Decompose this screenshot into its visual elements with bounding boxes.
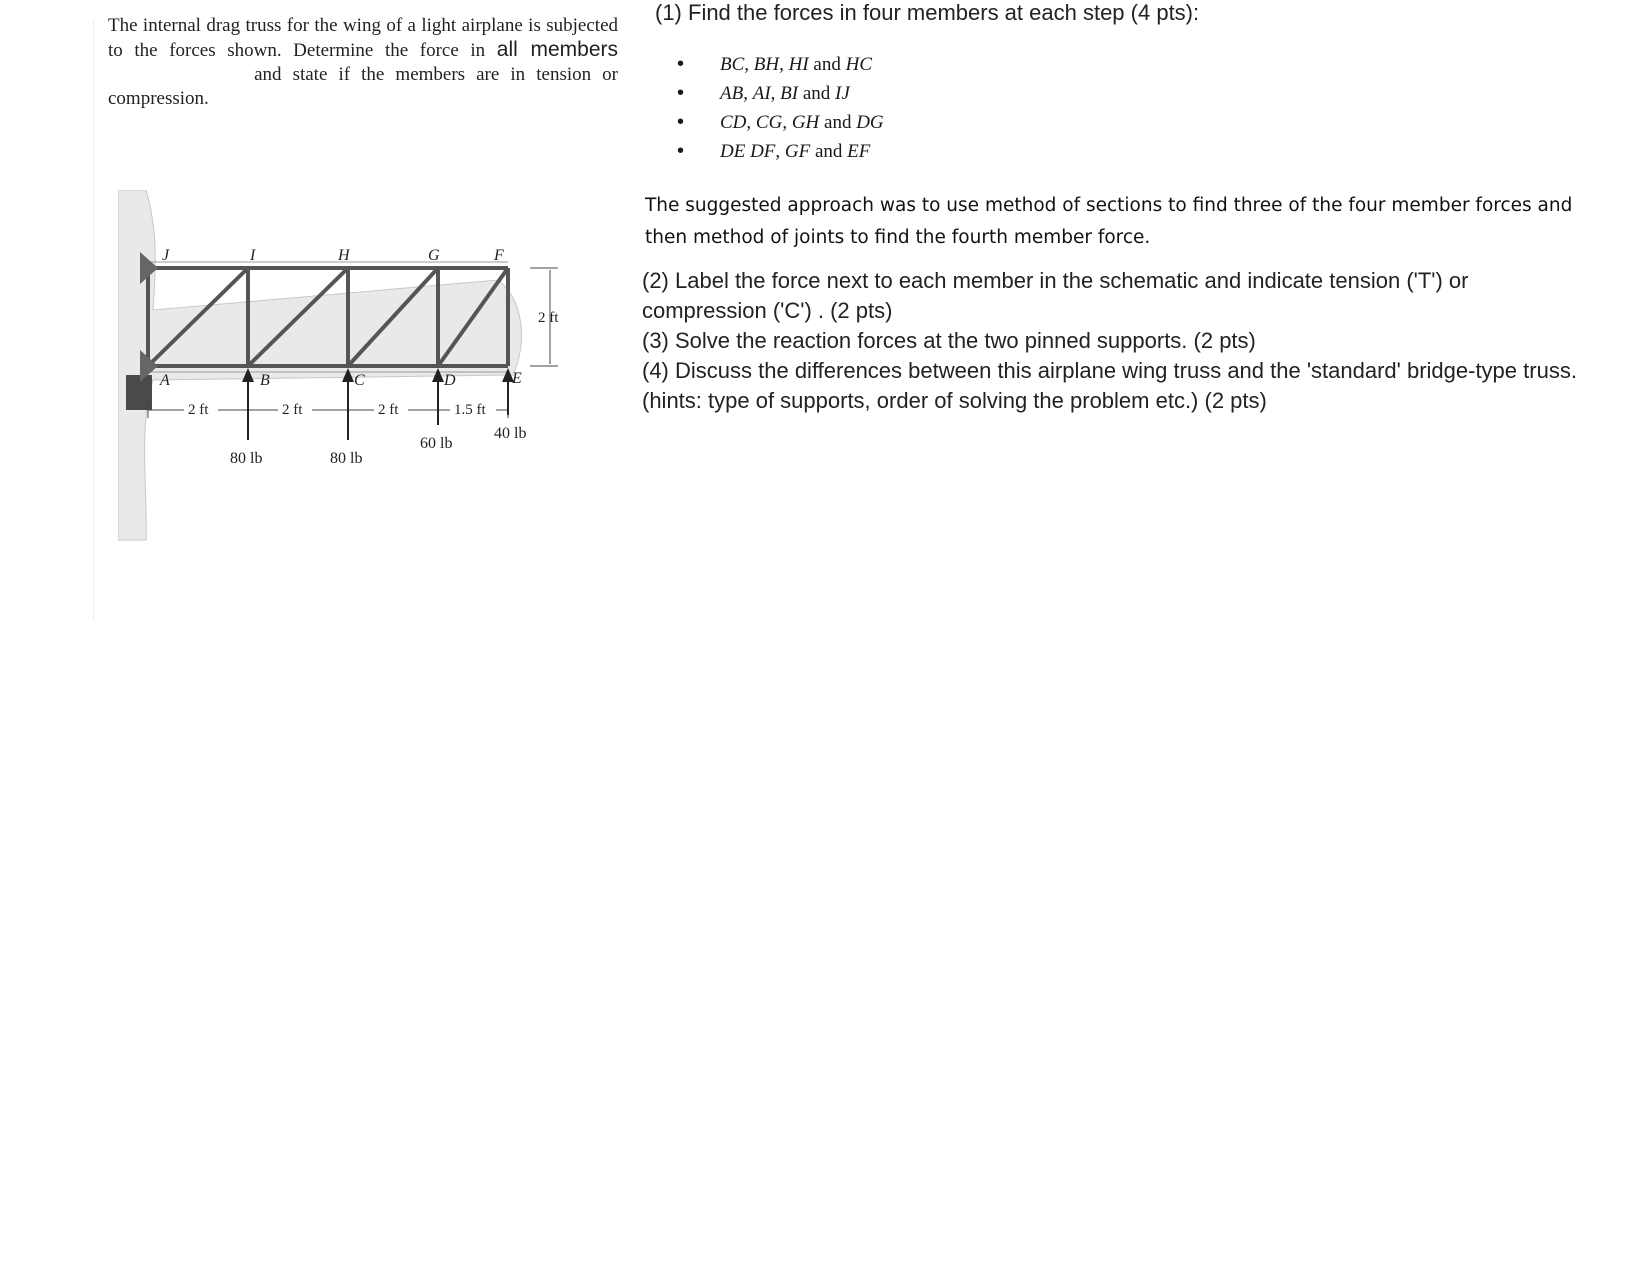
- question-3: (3) Solve the reaction forces at the two pinned supports. (2 pts): [642, 328, 1256, 353]
- load-label-d: 60 lb: [420, 435, 453, 452]
- member-group-2: • AB, AI, BI and IJ: [675, 79, 884, 108]
- node-label-j: J: [162, 247, 170, 264]
- task-list: [642, 266, 1582, 416]
- load-label-e: 40 lb: [494, 425, 527, 442]
- suggested-approach: The suggested approach was to use method of sections to find three of the four member forces and then method of joints to find the fourth member force.: [645, 195, 1573, 248]
- node-label-f: F: [494, 247, 504, 264]
- truss-figure: [118, 190, 578, 560]
- member-group-3: • CD, CG, GH and DG: [675, 108, 884, 137]
- height-dimension-label: 2 ft: [538, 310, 559, 326]
- member-group-1: • BC, BH, HI and HC: [675, 50, 884, 79]
- load-label-b: 80 lb: [230, 450, 263, 467]
- node-label-d: D: [444, 372, 456, 389]
- member-groups-list: [675, 50, 884, 166]
- span-label-1: 2 ft: [188, 402, 209, 418]
- span-label-2: 2 ft: [282, 402, 303, 418]
- node-label-g: G: [428, 247, 440, 264]
- node-label-e: E: [512, 370, 522, 387]
- node-label-b: B: [260, 372, 270, 389]
- node-label-a: A: [160, 372, 170, 389]
- question-2: (2) Label the force next to each member in the schematic and indicate tension ('T') or compression ('C') . (2 pts): [642, 268, 1469, 323]
- node-label-i: I: [250, 247, 256, 264]
- problem-text-all-members: all members: [496, 38, 618, 61]
- question-1-heading: (1) Find the forces in four members at each step (4 pts):: [655, 0, 1200, 25]
- node-label-h: H: [338, 247, 350, 264]
- span-label-3: 2 ft: [378, 402, 399, 418]
- problem-text-part-1: The internal drag truss for the wing of a light airplane is subjected to the forces shown. Determine the force in: [108, 15, 618, 61]
- problem-statement: [108, 14, 618, 111]
- load-label-c: 80 lb: [330, 450, 363, 467]
- question-4: (4) Discuss the differences between this airplane wing truss and the 'standard' bridge-type truss. (hints: type of supports, order of solving the problem etc.) (2 pts): [642, 358, 1577, 413]
- node-label-c: C: [354, 372, 365, 389]
- scan-edge-mark: [93, 20, 94, 620]
- member-group-4: • DE DF, GF and EF: [675, 137, 884, 166]
- span-label-4: 1.5 ft: [454, 402, 486, 418]
- problem-text-part-2: and state if the members are in tension or compression.: [108, 64, 619, 109]
